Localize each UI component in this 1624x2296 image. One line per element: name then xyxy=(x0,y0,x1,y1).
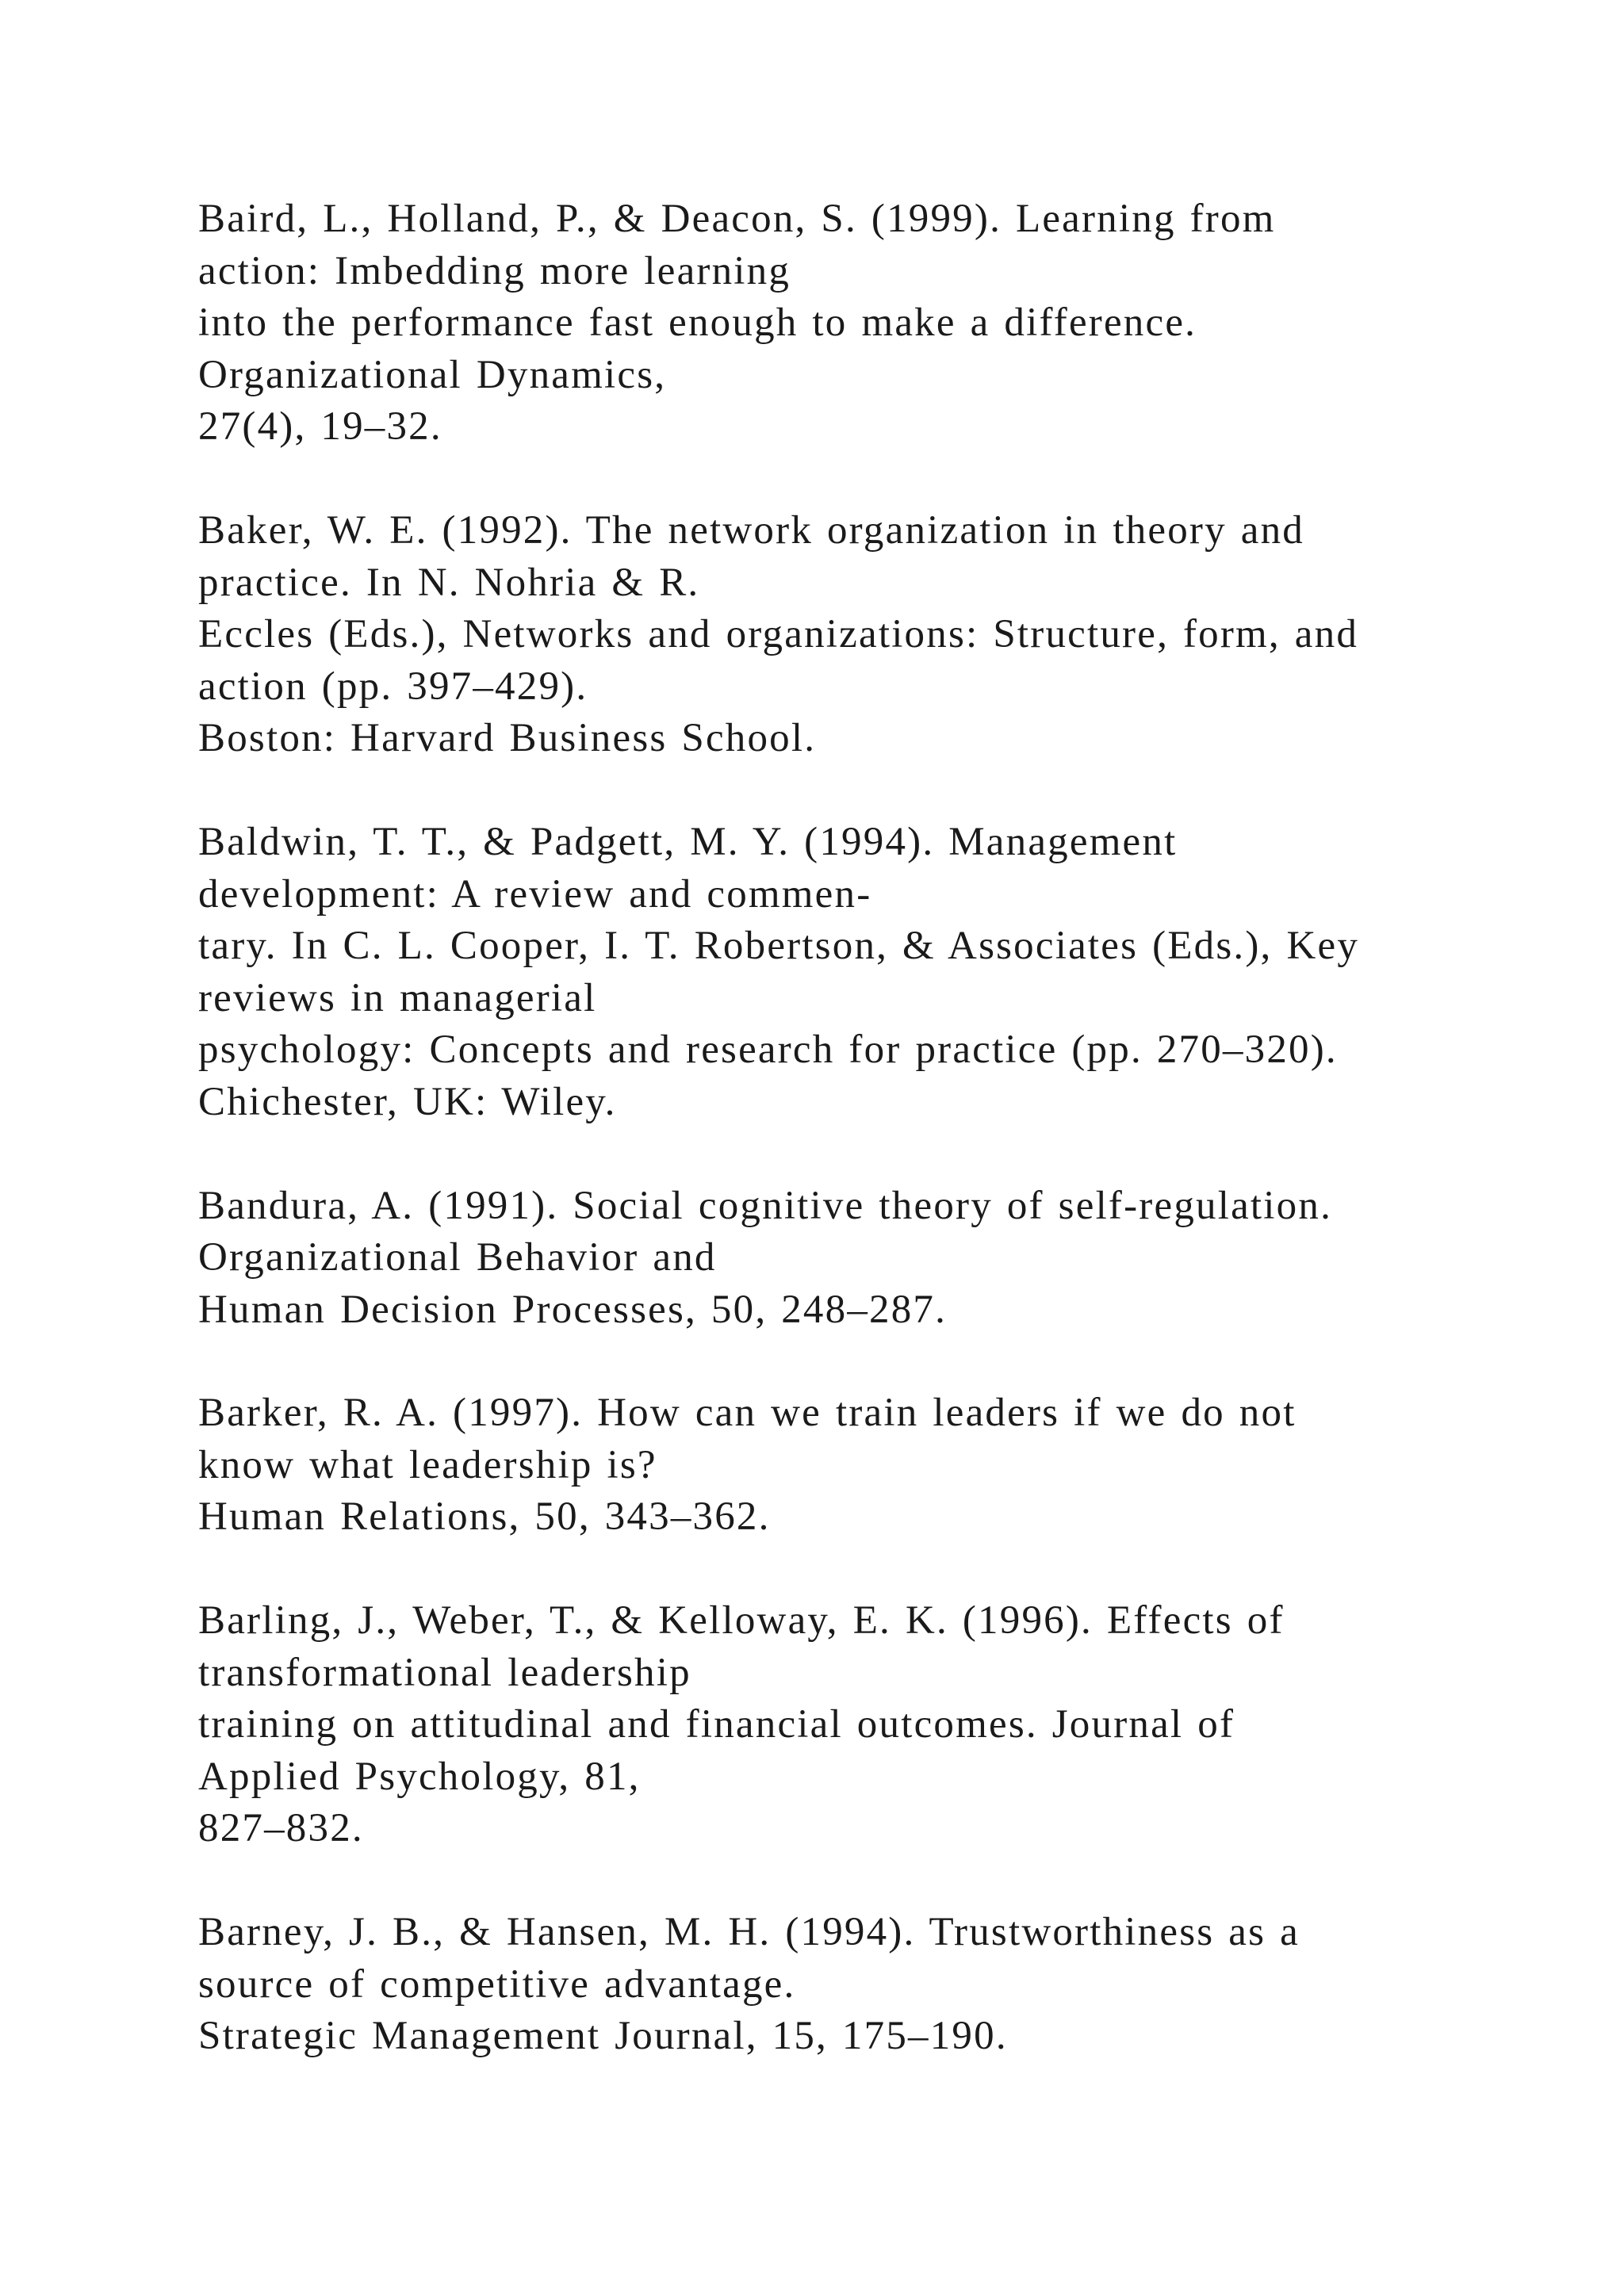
reference-line: Eccles (Eds.), Networks and organizations: Structure, form, and xyxy=(198,612,1359,657)
reference-line: training on attitudinal and financial outcomes. Journal of xyxy=(198,1702,1235,1747)
reference-line: Organizational Dynamics, xyxy=(198,352,667,397)
reference-line: Barker, R. A. (1997). How can we train leaders if we do not xyxy=(198,1391,1297,1436)
reference-line: action: Imbedding more learning xyxy=(198,248,791,293)
reference-line: Chichester, UK: Wiley. xyxy=(198,1079,617,1124)
reference-list xyxy=(198,193,1546,2114)
reference-entry xyxy=(198,1907,1546,2063)
reference-line: transformational leadership xyxy=(198,1650,691,1695)
reference-entry xyxy=(198,505,1546,765)
reference-entry xyxy=(198,1181,1546,1337)
reference-line: psychology: Concepts and research for practice (pp. 270–320). xyxy=(198,1027,1338,1073)
reference-line: 27(4), 19–32. xyxy=(198,404,442,450)
reference-line: Barney, J. B., & Hansen, M. H. (1994). Trustworthiness as a xyxy=(198,1910,1300,1955)
reference-entry xyxy=(198,817,1546,1129)
reference-line: know what leadership is? xyxy=(198,1442,657,1487)
reference-line: Human Relations, 50, 343–362. xyxy=(198,1494,771,1540)
reference-line: Baldwin, T. T., & Padgett, M. Y. (1994). Management xyxy=(198,819,1178,864)
reference-line: into the performance fast enough to make a difference. xyxy=(198,300,1197,346)
reference-line: Applied Psychology, 81, xyxy=(198,1754,641,1799)
reference-entry xyxy=(198,1595,1546,1855)
reference-line: Organizational Behavior and xyxy=(198,1235,717,1280)
reference-line: 827–832. xyxy=(198,1806,364,1851)
reference-line: Baker, W. E. (1992). The network organization in theory and xyxy=(198,507,1304,553)
reference-line: reviews in managerial xyxy=(198,975,597,1020)
reference-line: source of competitive advantage. xyxy=(198,1961,796,2007)
reference-line: development: A review and commen- xyxy=(198,871,872,916)
reference-line: tary. In C. L. Cooper, I. T. Robertson, & Associates (Eds.), Key xyxy=(198,924,1360,969)
reference-line: Boston: Harvard Business School. xyxy=(198,716,817,761)
reference-entry xyxy=(198,1387,1546,1544)
reference-entry xyxy=(198,193,1546,453)
reference-line: Human Decision Processes, 50, 248–287. xyxy=(198,1287,948,1332)
reference-line: action (pp. 397–429). xyxy=(198,664,588,709)
reference-line: Baird, L., Holland, P., & Deacon, S. (1999). Learning from xyxy=(198,197,1276,241)
reference-line: Bandura, A. (1991). Social cognitive theory of self-regulation. xyxy=(198,1183,1333,1228)
reference-line: Strategic Management Journal, 15, 175–190. xyxy=(198,2014,1008,2059)
reference-line: Barling, J., Weber, T., & Kelloway, E. K. (1996). Effects of xyxy=(198,1598,1285,1644)
reference-line: practice. In N. Nohria & R. xyxy=(198,560,700,605)
